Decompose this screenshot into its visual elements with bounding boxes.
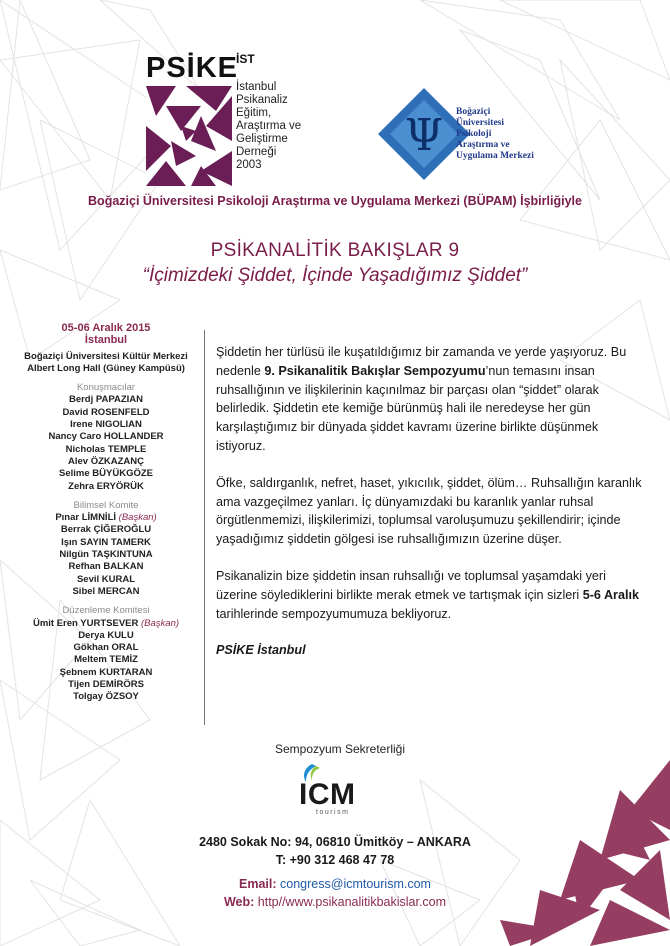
speaker-name: Irene NIGOLIAN [70, 419, 142, 431]
speaker-name: Nancy Caro HOLLANDER [48, 431, 164, 443]
collaboration-line: Boğaziçi Üniversitesi Psikoloji Araştırma ve Uygulama Merkezi (BÜPAM) İşbirliğiyle [88, 194, 582, 208]
chair-role: (Başkan) [118, 512, 157, 524]
body-paragraph: Öfke, saldırganlık, nefret, haset, yıkıcılık, şiddet, ölüm… Ruhsallığın karanlık ama vazgeçilmez yanları. İç dünyamızdaki bu karanlık yanlar ruhsal örgütlenmemizi, ilişkilerimizi, toplumsal varoluşumuzu şekillendirir; içinde yaşadığımız şiddetin gölgesi ise ruhsallığımızın üzerine düşer. [216, 475, 642, 547]
psike-logo-text [236, 81, 301, 172]
signature: PSİKE İstanbul [216, 643, 306, 658]
secretariat-address: 2480 Sokak No: 94, 06810 Ümitköy – ANKARA [199, 835, 471, 849]
committee-member: Tolgay ÖZSOY [73, 691, 139, 703]
chair-role: (Başkan) [141, 617, 180, 629]
chair-name: Pınar LİMNİLİ [55, 512, 117, 524]
bupam-logo-line: Araştırma ve [456, 140, 510, 150]
icm-logo-sub: tourism [316, 809, 350, 816]
event-venue-line: Albert Long Hall (Güney Kampüsü) [27, 362, 185, 374]
icm-logo-word: ICM [299, 778, 356, 811]
committee-chair [12, 618, 200, 630]
event-dates: 05-06 Aralık 2015 [61, 322, 151, 334]
event-title: PSİKANALİTİK BAKIŞLAR 9 [210, 240, 460, 261]
committee-member: Nilgün TAŞKINTUNA [59, 549, 153, 561]
body-text-span: Şiddetin her türlüsü ile kuşatıldığımız bir zamanda ve yerde yaşıyoruz. Bu nedenle [216, 345, 627, 378]
psike-logo-line: Araştırma ve [236, 120, 302, 132]
event-info-column [12, 322, 200, 704]
committee-member: Refhan BALKAN [68, 561, 144, 573]
bupam-logo-line: Boğaziçi [456, 107, 491, 117]
committee-member: Şebnem KURTARAN [59, 666, 153, 678]
event-venue-line: Boğaziçi Üniversitesi Kültür Merkezi [24, 350, 188, 362]
symposium-name: 9. Psikanalitik Bakışlar Sempozyumu [264, 363, 486, 378]
speaker-name: Berdj PAPAZIAN [68, 394, 144, 406]
psike-logo-line: Geliştirme [236, 133, 288, 145]
body-paragraph [216, 343, 646, 456]
bupam-logo-line: Uygulama Merkezi [456, 151, 534, 161]
bupam-logo-line: Psikoloji [456, 129, 492, 139]
psi-symbol-icon: Ψ [404, 110, 444, 161]
secretariat-label: Sempozyum Sekreterliği [274, 742, 406, 756]
psike-logo-suffix: İST [236, 52, 255, 66]
body-text-span: tarihlerinde sempozyumumuza bekliyoruz. [216, 606, 452, 621]
psike-logo-line: Eğitim, [236, 107, 272, 119]
psike-logo-word: PSİKE [146, 52, 239, 84]
committee-member: Işın SAYIN TAMERK [61, 536, 151, 548]
email-label: Email: [239, 877, 277, 891]
body-paragraph [216, 567, 646, 623]
speaker-name: Zehra ERYÖRÜK [68, 480, 144, 492]
committee-chair [12, 512, 200, 524]
web-link[interactable]: http//www.psikanalitikbakislar.com [257, 895, 447, 909]
psike-logo-line: 2003 [236, 159, 262, 171]
web-line [0, 895, 670, 909]
committee-member: Gökhan ORAL [73, 642, 139, 654]
psike-logo-line: Derneği [236, 146, 277, 158]
committee-member: Meltem TEMİZ [74, 654, 138, 666]
speaker-name: David ROSENFELD [62, 406, 150, 418]
bupam-logo-text [456, 107, 534, 162]
column-divider [204, 330, 205, 725]
speaker-name: Selime BÜYÜKGÖZE [59, 468, 153, 480]
secretariat-phone: T: +90 312 468 47 78 [275, 853, 395, 867]
committee-member: Sevil KURAL [76, 573, 136, 585]
email-link[interactable]: congress@icmtourism.com [280, 877, 431, 891]
body-text [216, 343, 646, 678]
committee-member: Derya KULU [78, 629, 134, 641]
symposium-dates: 5-6 Aralık [582, 587, 639, 602]
organizing-committee-heading: Düzenleme Komitesi [62, 605, 150, 617]
psike-logo-line: İstanbul [236, 81, 277, 93]
committee-member: Tijen DEMİRÖRS [68, 679, 144, 691]
event-subtitle: “İçimizdeki Şiddet, İçinde Yaşadığımız Şiddet” [142, 265, 528, 286]
committee-member: Sibel MERCAN [72, 585, 140, 597]
psike-logo-graphic [146, 86, 232, 186]
committee-member: Berrak ÇİĞEROĞLU [60, 524, 152, 536]
event-city: İstanbul [84, 334, 128, 347]
email-line [0, 877, 670, 891]
speaker-name: Alev ÖZKAZANÇ [67, 455, 144, 467]
bupam-logo-line: Üniversitesi [456, 118, 505, 128]
body-text-span: ’nun temasını insan ruhsallığının ve ilişkilerinin kaçınılmaz bir parçası olan “şiddet” olarak belirledik. Şiddetin ete kemiğe bürünmüş hali ile neredeyse her gün karşılaştığımız bir dünyada şiddet kavramı üzerine birlikte düşünmek istiyoruz. [216, 363, 599, 453]
chair-name: Ümit Eren YURTSEVER [32, 617, 139, 629]
speaker-name: Nicholas TEMPLE [65, 443, 147, 455]
psike-logo-line: Psikanaliz [236, 94, 288, 106]
speakers-heading: Konuşmacılar [76, 382, 136, 394]
web-label: Web: [223, 895, 255, 909]
scientific-committee-heading: Bilimsel Komite [73, 499, 139, 511]
body-text-span: Psikanalizin bize şiddetin insan ruhsallığı ve toplumsal yaşamdaki yeri üzerine söylediklerini birlikte merak etmek ve tartışmak için sizleri [216, 568, 606, 602]
